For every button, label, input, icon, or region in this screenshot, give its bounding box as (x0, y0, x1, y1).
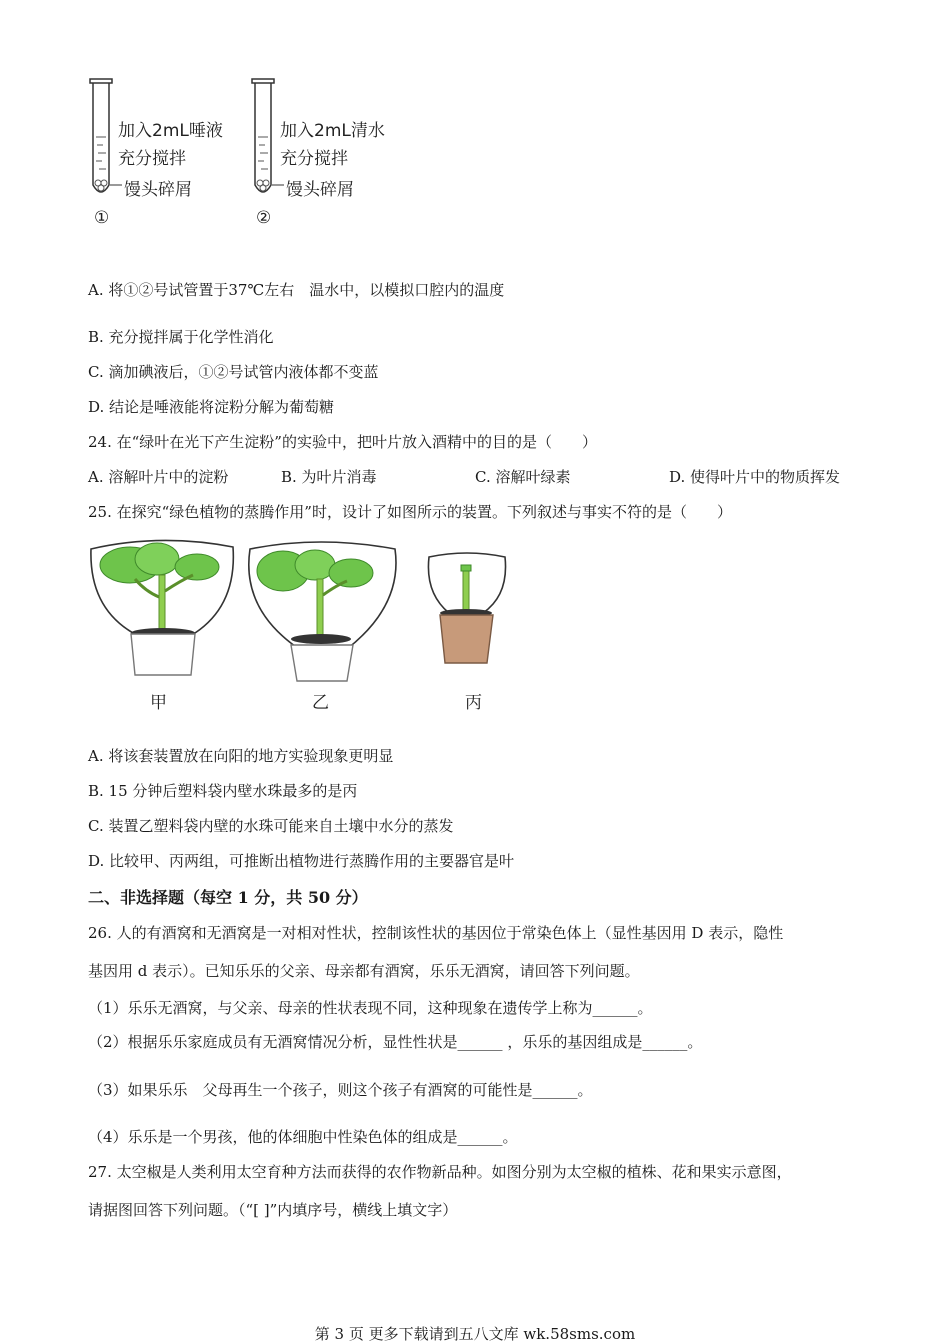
q24-option-c: C. 溶解叶绿素 (475, 468, 571, 486)
q25-option-b: B. 15 分钟后塑料袋内壁水珠最多的是丙 (88, 782, 358, 800)
plant-bing (428, 553, 505, 663)
q23-option-c: C. 滴加碘液后，①②号试管内液体都不变蓝 (88, 363, 379, 381)
q26-part2: （2）根据乐乐家庭成员有无酒窝情况分析，显性性状是______ ，乐乐的基因组成是______。 (88, 1033, 703, 1051)
q25-option-a: A. 将该套装置放在向阳的地方实验现象更明显 (88, 747, 394, 765)
fig-label-bing: 丙 (465, 693, 482, 713)
q26-stem-line2: 基因用 d 表示）。已知乐乐的父亲、母亲都有酒窝，乐乐无酒窝，请回答下列问题。 (88, 962, 640, 980)
q23-option-b: B. 充分搅拌属于化学性消化 (88, 328, 274, 346)
tube1-crumbs-label: 馒头碎屑 (124, 180, 192, 200)
q25-option-d: D. 比较甲、丙两组，可推断出植物进行蒸腾作用的主要器官是叶 (88, 852, 515, 870)
q27-stem-line1: 27. 太空椒是人类利用太空育种方法而获得的农作物新品种。如图分别为太空椒的植株、花和果实示意图， (88, 1163, 792, 1181)
q25-stem: 25. 在探究“绿色植物的蒸腾作用”时，设计了如图所示的装置。下列叙述与事实不符的是（ ） (88, 503, 732, 521)
q24-option-b: B. 为叶片消毒 (281, 468, 377, 486)
tube2-add-label: 加入2mL清水 (280, 121, 385, 141)
q26-part4: （4）乐乐是一个男孩，他的体细胞中性染色体的组成是______。 (88, 1128, 518, 1146)
fig-label-yi: 乙 (312, 693, 329, 713)
tube1-stir-label: 充分搅拌 (118, 149, 186, 169)
section-heading: 二、非选择题（每空 1 分，共 50 分） (88, 888, 368, 907)
tube2-stir-label: 充分搅拌 (280, 149, 348, 169)
plant-jia (91, 540, 233, 675)
q23-option-a: A. 将①②号试管置于37℃左右 温水中，以模拟口腔内的温度 (88, 281, 505, 299)
fig-label-jia: 甲 (150, 693, 167, 713)
tube2-number: ② (256, 208, 272, 228)
q23-option-d: D. 结论是唾液能将淀粉分解为葡萄糖 (88, 398, 335, 416)
q25-option-c: C. 装置乙塑料袋内壁的水珠可能来自土壤中水分的蒸发 (88, 817, 454, 835)
q26-stem-line1: 26. 人的有酒窝和无酒窝是一对相对性状，控制该性状的基因位于常染色体上（显性基因用 D 表示，隐性 (88, 924, 784, 942)
q24-option-a: A. 溶解叶片中的淀粉 (88, 468, 229, 486)
q24-stem: 24. 在“绿叶在光下产生淀粉”的实验中，把叶片放入酒精中的目的是（ ） (88, 433, 597, 451)
page-footer: 第 3 页 更多下载请到五八文库 wk.58sms.com (314, 1325, 636, 1343)
tube1-number: ① (94, 208, 110, 228)
q26-part1: （1）乐乐无酒窝，与父亲、母亲的性状表现不同，这种现象在遗传学上称为______。 (88, 999, 653, 1017)
plant-yi (249, 542, 396, 681)
q27-stem-line2: 请据图回答下列问题。（“[ ]”内填序号，横线上填文字） (88, 1201, 458, 1219)
q26-part3: （3）如果乐乐 父母再生一个孩子，则这个孩子有酒窝的可能性是______。 (88, 1081, 593, 1099)
q24-option-d: D. 使得叶片中的物质挥发 (669, 468, 841, 486)
tube1-add-label: 加入2mL唾液 (118, 121, 223, 141)
tube2-crumbs-label: 馒头碎屑 (286, 180, 354, 200)
